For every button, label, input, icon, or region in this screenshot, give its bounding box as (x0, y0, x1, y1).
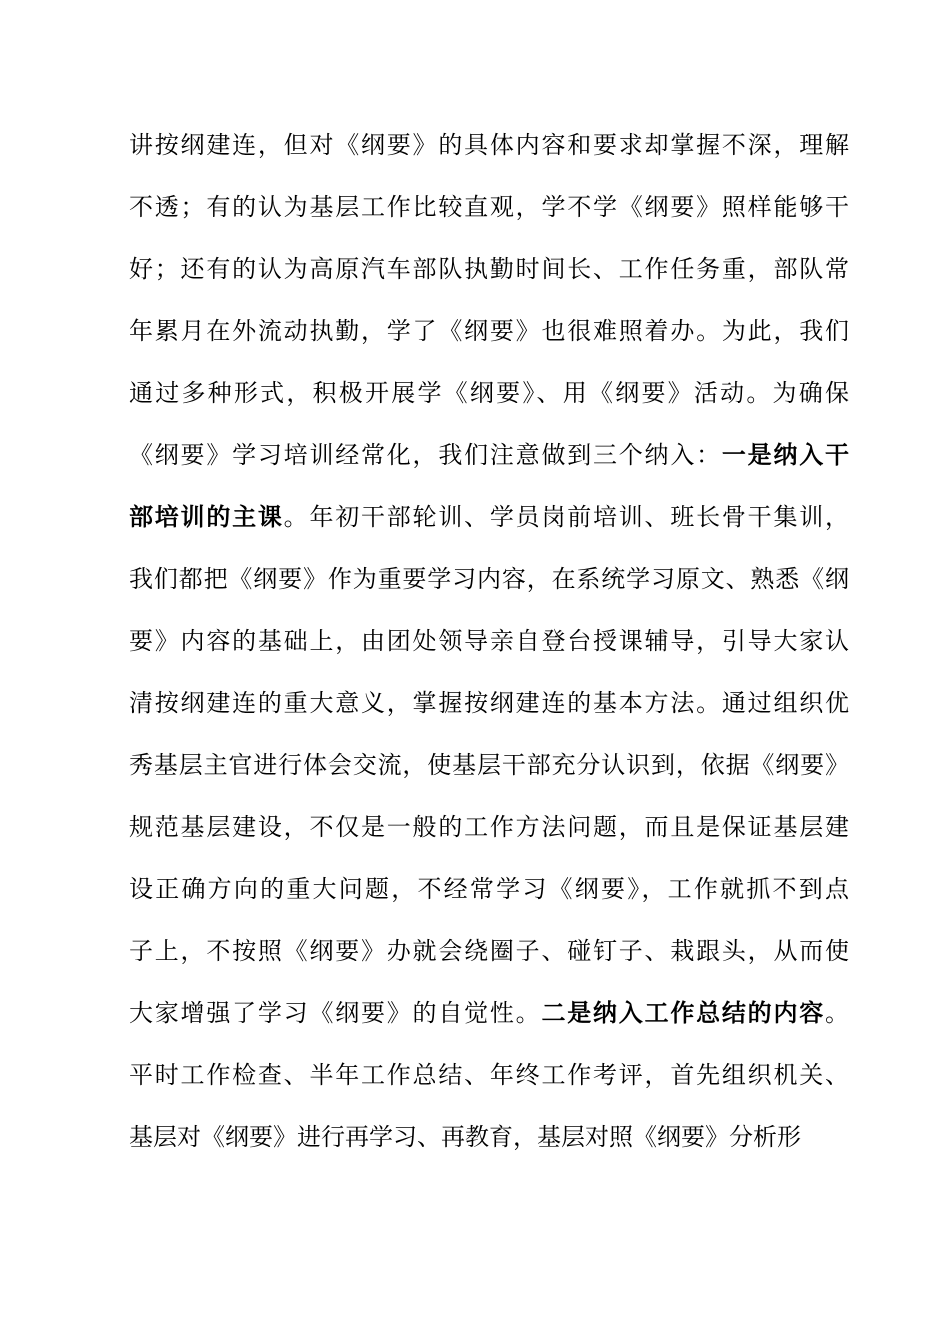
text-segment: 要》内容的基础上，由团处领导亲自登台授课辅导，引导大家认 (129, 627, 849, 655)
text-line (129, 114, 849, 176)
text-segment: 秀基层主官进行体会交流，使基层干部充分认识到，依据《纲要》 (129, 751, 849, 779)
text-line (129, 734, 849, 796)
text-line (129, 610, 849, 672)
text-segment: 讲按纲建连，但对《纲要》的具体内容和要求却掌握不深，理解 (129, 131, 849, 159)
text-segment: 规范基层建设，不仅是一般的工作方法问题，而且是保证基层建 (129, 813, 849, 841)
text-line (129, 238, 849, 300)
text-segment: 好；还有的认为高原汽车部队执勤时间长、工作任务重，部队常 (129, 255, 849, 283)
text-line (129, 424, 849, 486)
text-line (129, 672, 849, 734)
text-line (129, 1044, 849, 1106)
text-segment: 《纲要》学习培训经常化，我们注意做到三个纳入： (129, 441, 722, 469)
body-text (129, 114, 849, 1168)
text-segment: 基层对《纲要》进行再学习、再教育，基层对照《纲要》分析形 (129, 1123, 801, 1151)
text-line (129, 176, 849, 238)
text-segment: 。年初干部轮训、学员岗前培训、班长骨干集训， (283, 503, 849, 531)
text-segment: 。 (825, 999, 849, 1027)
text-line (129, 486, 849, 548)
bold-text-segment: 一是纳入干 (721, 441, 849, 469)
text-line (129, 362, 849, 424)
text-line (129, 796, 849, 858)
text-line (129, 858, 849, 920)
text-line (129, 300, 849, 362)
bold-text-segment: 部培训的主课 (129, 503, 284, 531)
text-segment: 子上，不按照《纲要》办就会绕圈子、碰钉子、栽跟头，从而使 (129, 937, 849, 965)
text-line (129, 548, 849, 610)
text-line (129, 982, 849, 1044)
text-segment: 清按纲建连的重大意义，掌握按纲建连的基本方法。通过组织优 (129, 689, 849, 717)
text-segment: 平时工作检查、半年工作总结、年终工作考评，首先组织机关、 (129, 1061, 849, 1089)
text-line (129, 920, 849, 982)
text-segment: 大家增强了学习《纲要》的自觉性。 (129, 999, 542, 1027)
bold-text-segment: 二是纳入工作总结的内容 (541, 999, 826, 1027)
text-line (129, 1106, 849, 1168)
text-segment: 通过多种形式，积极开展学《纲要》、用《纲要》活动。为确保 (129, 379, 849, 407)
text-segment: 我们都把《纲要》作为重要学习内容，在系统学习原文、熟悉《纲 (129, 565, 849, 593)
text-segment: 设正确方向的重大问题，不经常学习《纲要》，工作就抓不到点 (129, 875, 849, 903)
text-segment: 年累月在外流动执勤，学了《纲要》也很难照着办。为此，我们 (129, 317, 849, 345)
text-segment: 不透；有的认为基层工作比较直观，学不学《纲要》照样能够干 (129, 193, 849, 221)
